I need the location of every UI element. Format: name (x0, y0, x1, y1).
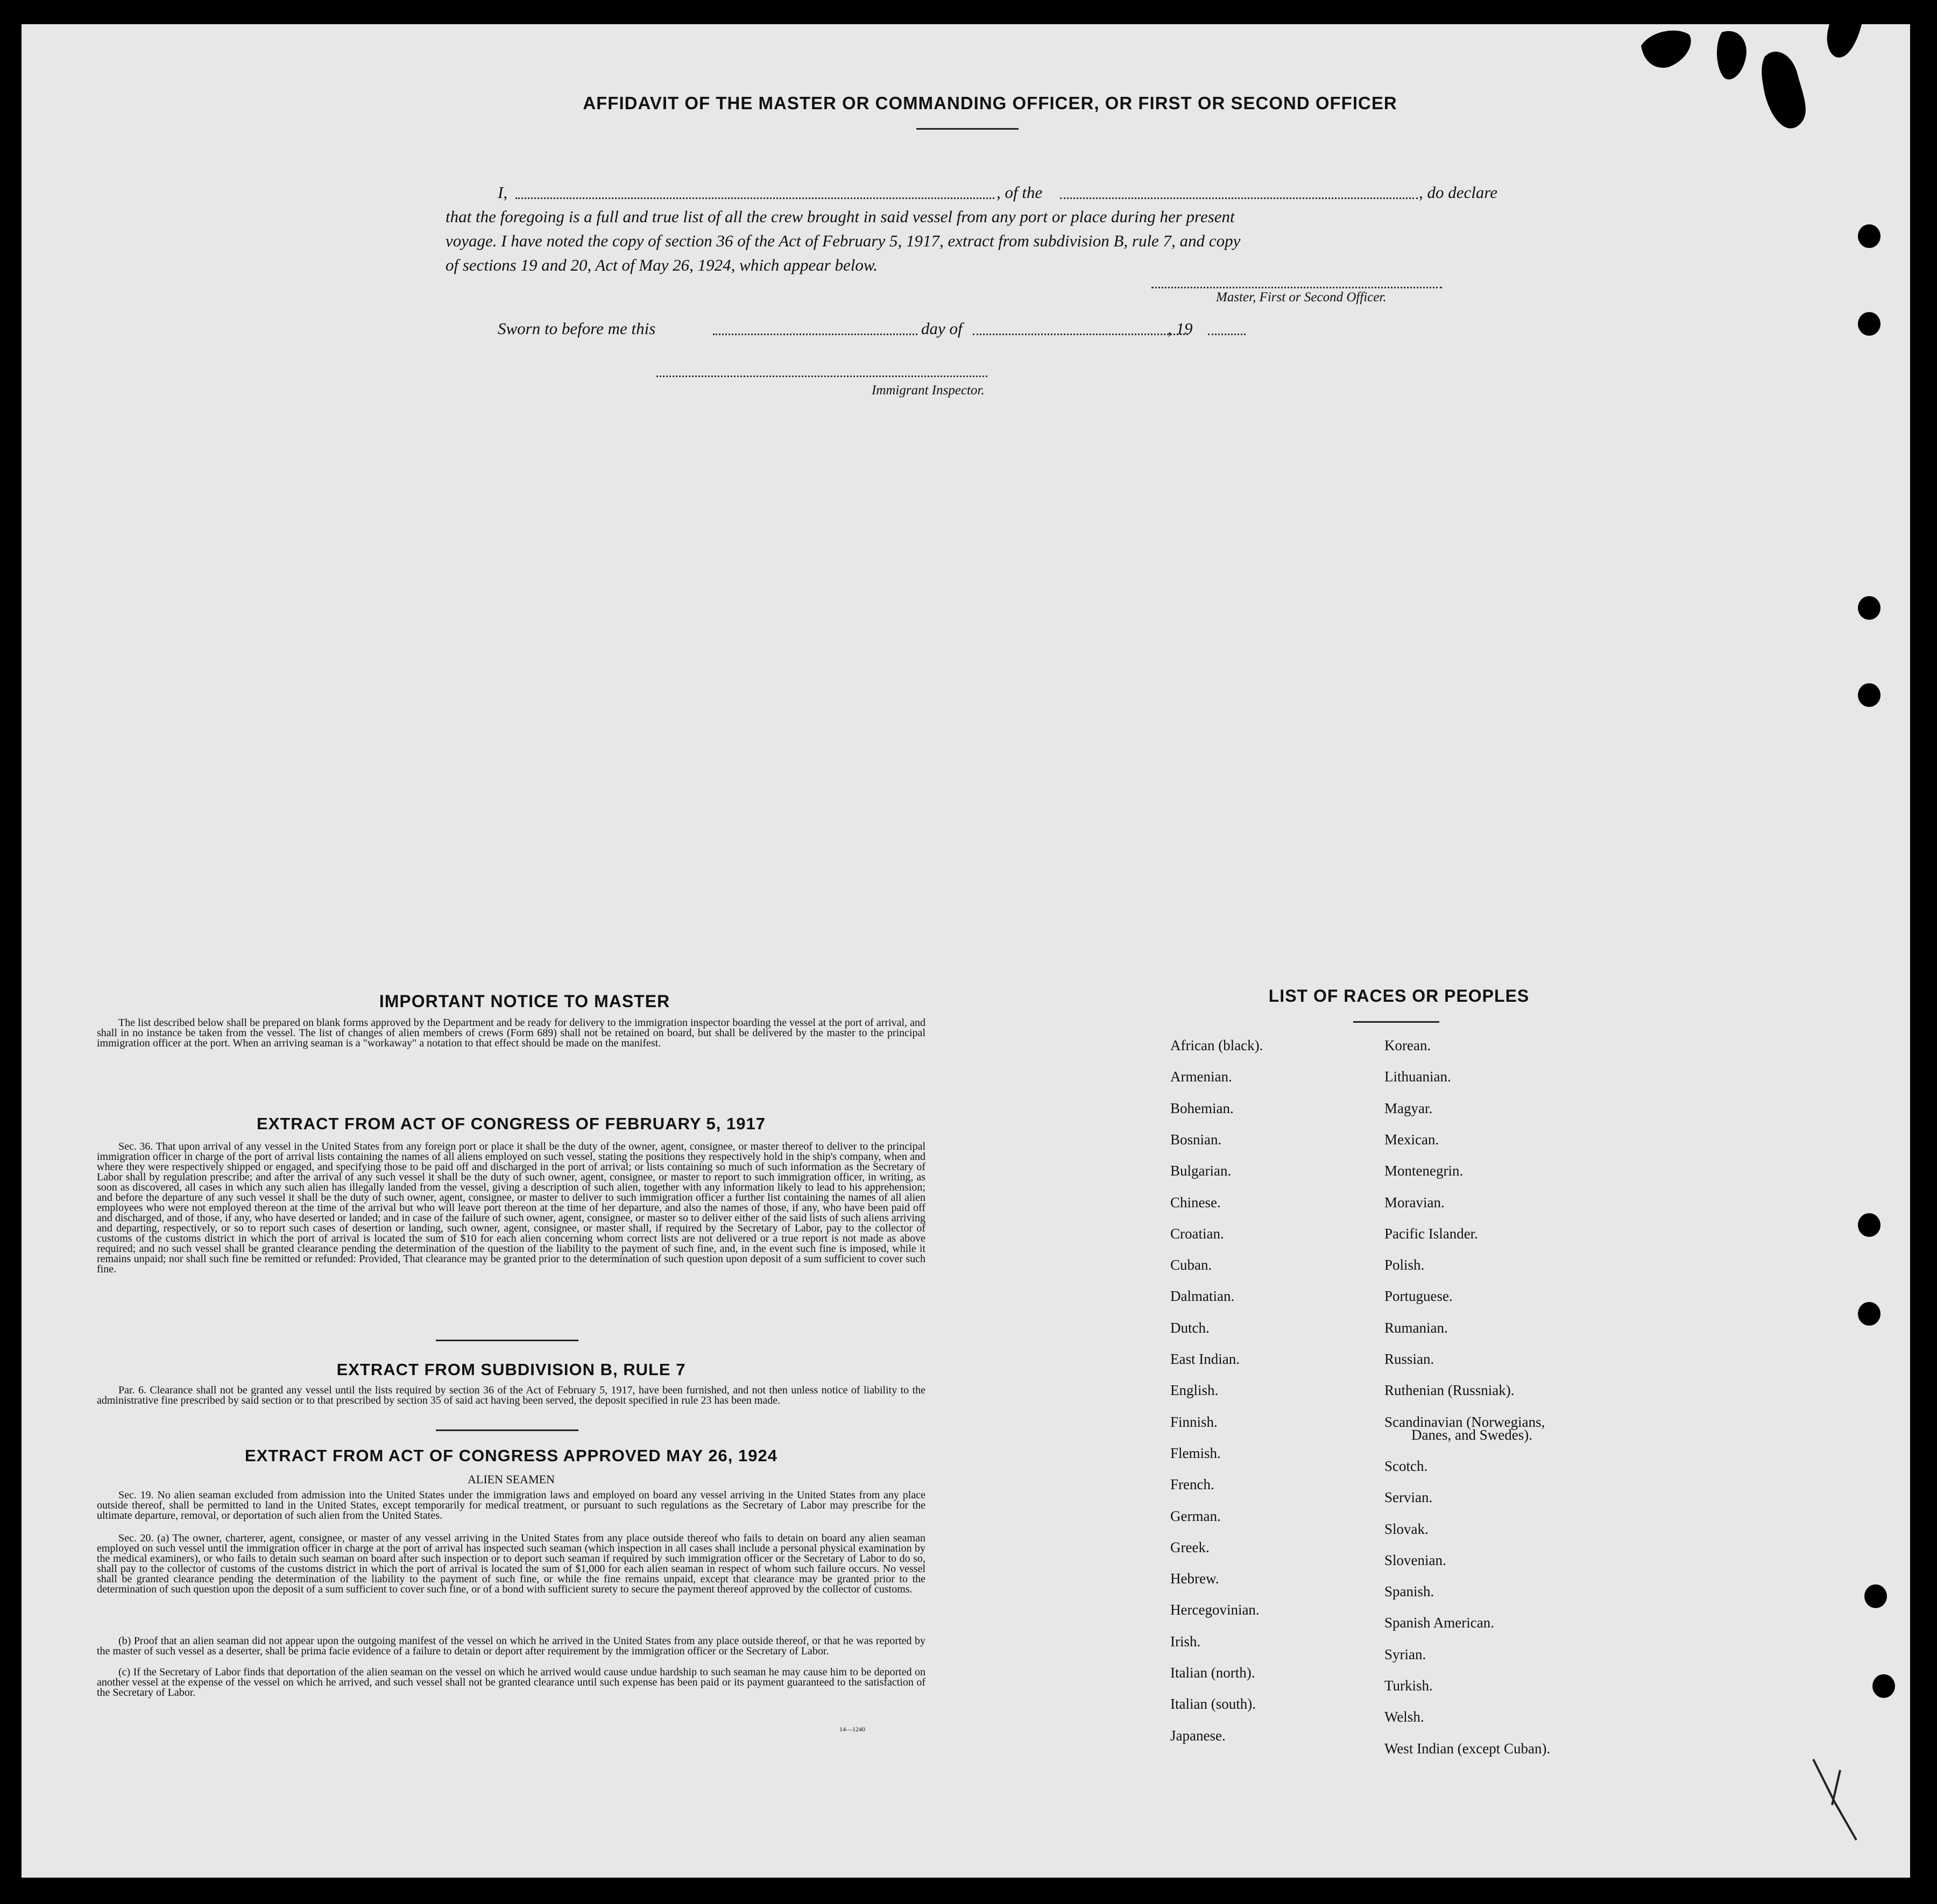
sec-20b-text: (b) Proof that an alien seaman did not appear upon the outgoing manifest of the vessel on which he arrived in the United States from any place outside thereof, or that he was reported by the master of such vessel as a deserter, shall be prima facie evidence of a failure to detain or deport after requirement by the immigration officer or the Secretary of Labor. (97, 1635, 925, 1657)
race-item: Bulgarian. (1170, 1163, 1232, 1179)
race-item: Croatian. (1170, 1225, 1224, 1242)
race-item: Cuban. (1170, 1257, 1212, 1273)
vessel-blank (1060, 197, 1418, 199)
sworn-month-blank (973, 334, 1188, 335)
act-1924-subtitle: ALIEN SEAMEN (468, 1473, 555, 1486)
race-item: German. (1170, 1507, 1221, 1524)
act-1917-text: Sec. 36. That upon arrival of any vessel in the United States from any foreign port or place it shall be the duty of the owner, agent, consignee, or master thereof to deliver to the principal immigration officer in charge of the port of arrival lists containing the names of all aliens employed on such vessel, stating the positions they respectively hold in the ship's company, when and where they were respectively shipped or engaged, and specifying those to be paid off and discharged in the port of arrival; or lists containing so much of such information as the Secretary of Labor shall by regulation prescribe; and after the arrival of any such vessel it shall be the duty of such owner, agent, consignee, or master to report to such immigration officer, in writing, as soon as discovered, all cases in which any such alien has illegally landed from the vessel, giving a description of such alien, together with any information likely to lead to his apprehension; and before the departure of any such vessel it shall be the duty of such owner, agent, consignee, or master to deliver to such immigration officer a further list containing the names of all alien employees who were not employed thereon at the time of the arrival but who will leave port thereon at the time of her departure, and also the names of those, if any, who have been paid off and discharged, and of those, if any, who have deserted or landed; and in case of the failure of such owner, agent, consignee, or master so to deliver either of the said lists of such aliens arriving and departing, respectively, or so to report such cases of desertion or landing, such owner, agent, consignee, or master shall, if required by the Secretary of Labor, pay to the collector of customs of the customs district in which the port of arrival is located the sum of $10 for each alien concerning whom correct lists are not delivered or a true report is not made as above required; and no such vessel shall be granted clearance pending the determination of the question of the liability to the payment of such fine, and, in the event such fine is imposed, while it remains unpaid; nor shall such fine be remitted or refunded: Provided, That clearance may be granted prior to the determination of such question upon deposit of a sum sufficient to cover such fine. (97, 1141, 925, 1275)
day-of-text: day of (921, 319, 963, 338)
race-item: Finnish. (1170, 1413, 1218, 1430)
affidavit-title: AFFIDAVIT OF THE MASTER OR COMMANDING OFFICER, OR FIRST OR SECOND OFFICER (583, 93, 1397, 113)
race-item: African (black). (1170, 1037, 1263, 1053)
race-item: Portuguese. (1384, 1288, 1453, 1305)
rule7-text: Par. 6. Clearance shall not be granted any vessel until the lists required by section 36 of the Act of February 5, 1917, have been furnished, and not then unless notice of liability to the administrative fine prescribed by said section or to that prescribed by section 35 of said act having been served, the deposit specified in rule 23 has been made. (97, 1384, 925, 1406)
race-item: Lithuanian. (1384, 1068, 1451, 1085)
binder-hole-6 (1858, 1302, 1881, 1326)
affidavit-line-4: of sections 19 and 20, Act of May 26, 1924, which appear below. (446, 256, 878, 274)
signature-blank (1151, 287, 1442, 288)
race-item: East Indian. (1170, 1351, 1240, 1367)
race-item: Mexican. (1384, 1131, 1439, 1148)
race-item: French. (1170, 1476, 1214, 1493)
race-item: Greek. (1170, 1539, 1210, 1555)
race-item: Spanish. (1384, 1583, 1434, 1600)
race-item: Danes, and Swedes). (1411, 1426, 1532, 1443)
race-item: Italian (south). (1170, 1696, 1256, 1712)
inspector-blank (656, 376, 987, 377)
race-item: Rumanian. (1384, 1319, 1448, 1336)
race-item: Armenian. (1170, 1068, 1232, 1085)
section-divider-1 (436, 1340, 578, 1341)
races-title: LIST OF RACES OR PEOPLES (1268, 986, 1530, 1006)
race-item: Bohemian. (1170, 1100, 1234, 1116)
rule7-title: EXTRACT FROM SUBDIVISION B, RULE 7 (336, 1360, 686, 1379)
sworn-day-blank (713, 334, 917, 335)
binder-hole-4 (1858, 683, 1881, 707)
race-item: Irish. (1170, 1633, 1201, 1650)
affidavit-line-3: voyage. I have noted the copy of section 36 of the Act of February 5, 1917, extract from subdivision B, rule 7, and copy (446, 231, 1241, 250)
race-item: Flemish. (1170, 1445, 1221, 1461)
race-item: Korean. (1384, 1037, 1431, 1053)
torn-corner-mark (1603, 24, 1905, 164)
sec-19-text: Sec. 19. No alien seaman excluded from admission into the United States under the immigration laws and employed on board any vessel arriving in the United States from any place outside thereof, shall be permitted to land in the United States, except temporarily for medical treatment, or pursuant to such regulations as the Secretary of Labor may prescribe for the ultimate departure, removal, or deportation of such alien from the United States. (97, 1489, 925, 1521)
race-item: Polish. (1384, 1257, 1425, 1273)
race-item: West Indian (except Cuban). (1384, 1740, 1551, 1757)
race-item: Japanese. (1170, 1727, 1226, 1744)
race-item: Syrian. (1384, 1646, 1426, 1662)
notice-text: The list described below shall be prepared on blank forms approved by the Department and be ready for delivery to the immigration inspector boarding the vessel at the port of arrival, and shall in no instance be taken from the vessel. The list of changes of alien members of crews (Form 689) shall not be retained on board, but shall be delivered by the master to the principal immigration officer at the port. When an arriving seaman is a "workaway" a notation to that effect should be made on the manifest. (97, 1017, 925, 1049)
binder-hole-3 (1858, 596, 1881, 620)
binder-hole-5 (1858, 1213, 1881, 1237)
affidavit-i: I, (498, 183, 508, 202)
act-1917-title: EXTRACT FROM ACT OF CONGRESS OF FEBRUARY 5, 1917 (257, 1114, 766, 1133)
race-item: Dalmatian. (1170, 1288, 1235, 1305)
sec-20c-text: (c) If the Secretary of Labor finds that deportation of the alien seaman on the vessel on which he arrived would cause undue hardship to such seaman he may cause him to be deported on another vessel at the expense of the vessel on which he arrived, and such vessel shall not be granted clearance until such expense has been paid or its payment guaranteed to the satisfaction of the Secretary of Labor. (97, 1666, 925, 1698)
race-item: Pacific Islander. (1384, 1225, 1478, 1242)
year-text: , 19 (1168, 319, 1193, 338)
name-blank (515, 197, 994, 199)
race-item: Moravian. (1384, 1194, 1445, 1211)
race-item: Russian. (1384, 1351, 1434, 1367)
race-item: Turkish. (1384, 1677, 1433, 1694)
race-item: Hercegovinian. (1170, 1602, 1260, 1618)
race-item: Italian (north). (1170, 1665, 1255, 1681)
affidavit-line-2: that the foregoing is a full and true list of all the crew brought in said vessel from any port or place during her present (446, 207, 1235, 226)
race-item: Slovenian. (1384, 1552, 1446, 1568)
race-item: Bosnian. (1170, 1131, 1222, 1148)
binder-hole-1 (1858, 224, 1881, 248)
race-item: Servian. (1384, 1489, 1433, 1506)
race-item: Slovak. (1384, 1520, 1429, 1537)
race-item: English. (1170, 1382, 1219, 1399)
race-item: Scotch. (1384, 1457, 1428, 1474)
binder-hole-7 (1864, 1584, 1887, 1608)
binder-hole-2 (1858, 312, 1881, 336)
sworn-text: Sworn to before me this (498, 319, 656, 338)
race-item: Scandinavian (Norwegians, (1384, 1413, 1545, 1430)
race-item: Montenegrin. (1384, 1163, 1464, 1179)
binder-hole-8 (1872, 1674, 1895, 1698)
notice-title: IMPORTANT NOTICE TO MASTER (379, 992, 670, 1011)
race-item: Dutch. (1170, 1319, 1210, 1336)
section-divider-2 (436, 1429, 578, 1431)
affidavit-do-declare: , do declare (1419, 183, 1498, 202)
signature-label: Master, First or Second Officer. (1216, 290, 1387, 305)
race-item: Hebrew. (1170, 1570, 1219, 1587)
title-divider (916, 128, 1019, 130)
act-1924-title: EXTRACT FROM ACT OF CONGRESS APPROVED MAY 26, 1924 (245, 1446, 777, 1465)
inspector-label: Immigrant Inspector. (872, 383, 985, 398)
affidavit-of-the: , of the (996, 183, 1043, 202)
race-item: Spanish American. (1384, 1615, 1494, 1631)
sec-20a-text: Sec. 20. (a) The owner, charterer, agent, consignee, or master of any vessel arriving in the United States from any place outside thereof who fails to detain on board any alien seaman employed on such vessel until the immigration officer in charge at the port of arrival has inspected such seaman (which inspection in all cases shall include a personal physical examination by the medical examiners), or who fails to detain such seaman on board after such inspection or to deport such seaman if required by such immigration officer or the Secretary of Labor to do so, shall pay to the collector of customs of the customs district in which the port of arrival is located the sum of $1,000 for each alien seaman in respect of whom such failure occurs. No vessel shall be granted clearance pending the determination of the liability to the payment of such fine, or while the fine remains unpaid, except that clearance may be granted prior to the determination of such question upon the deposit of a sum sufficient to cover such fine, or of a bond with sufficient surety to secure the payment thereof approved by the collector of customs. (97, 1532, 925, 1595)
pencil-mark (1802, 1754, 1867, 1845)
race-item: Chinese. (1170, 1194, 1221, 1211)
document-page (22, 24, 1910, 1878)
race-item: Ruthenian (Russniak). (1384, 1382, 1515, 1399)
race-item: Welsh. (1384, 1709, 1424, 1725)
race-item: Magyar. (1384, 1100, 1433, 1116)
form-number: 14—1240 (839, 1725, 865, 1733)
year-blank (1208, 334, 1246, 335)
races-title-underline (1353, 1021, 1439, 1023)
